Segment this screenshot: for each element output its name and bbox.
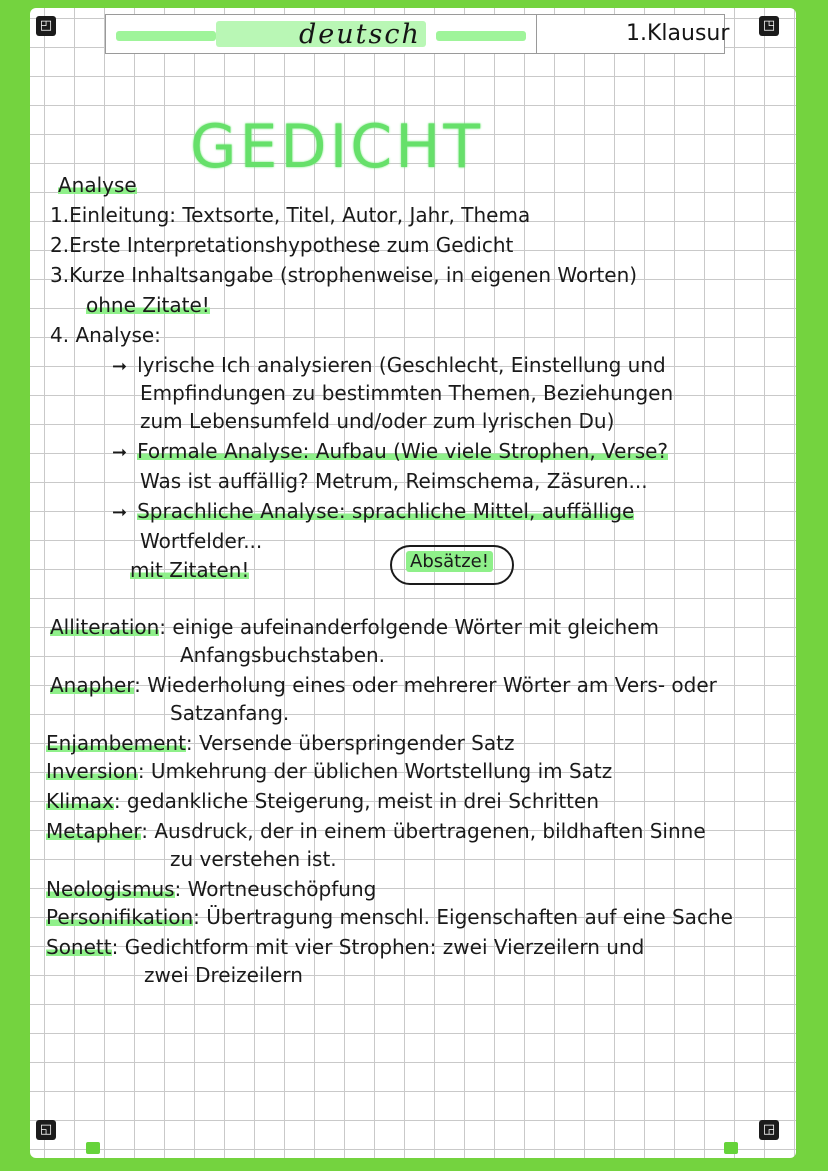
term-inversion: Inversion: Umkehrung der üblichen Wortstellung im Satz (46, 759, 613, 783)
corner-marker-bottom-left-icon: ◱ (36, 1120, 56, 1140)
term-neologismus: Neologismus: Wortneuschöpfung (46, 877, 377, 901)
green-tab-right (724, 1142, 738, 1154)
analysis-sub-2: ➞ Formale Analyse: Aufbau (Wie viele Strophen, Verse? (112, 439, 669, 463)
arrow-right-icon: ➞ (112, 356, 128, 377)
term-klimax: Klimax: gedankliche Steigerung, meist in drei Schritten (46, 789, 600, 813)
speech-bubble (390, 545, 514, 585)
analysis-sub-3-note: mit Zitaten! (130, 558, 250, 582)
bubble-text: Absätze! (406, 551, 493, 572)
analysis-step-3: 3.Kurze Inhaltsangabe (strophenweise, in eigenen Worten) (50, 263, 638, 287)
term-alliteration: Alliteration: einige aufeinanderfolgende Wörter mit gleichem (50, 615, 659, 639)
term-sonett-cont: zwei Dreizeilern (144, 963, 303, 987)
analysis-step-4: 4. Analyse: (50, 323, 161, 347)
term-metapher-cont: zu verstehen ist. (170, 847, 337, 871)
subject-label: deutsch (299, 19, 421, 50)
term-alliteration-cont: Anfangsbuchstaben. (180, 643, 386, 667)
term-sonett: Sonett: Gedichtform mit vier Strophen: zwei Vierzeilern und (46, 935, 645, 959)
arrow-right-icon: ➞ (112, 442, 128, 463)
term-metapher: Metapher: Ausdruck, der in einem übertragenen, bildhaften Sinne (46, 819, 706, 843)
analysis-sub-2-line-2: Was ist auffällig? Metrum, Reimschema, Zäsuren... (140, 469, 648, 493)
green-tab-left (86, 1142, 100, 1154)
analysis-sub-3: ➞ Sprachliche Analyse: sprachliche Mittel, auffällige (112, 499, 635, 523)
corner-marker-top-left-icon: ◰ (36, 16, 56, 36)
analysis-step-3-note: ohne Zitate! (86, 293, 210, 317)
corner-marker-top-right-icon: ◳ (759, 16, 779, 36)
analysis-sub-3-line-2: Wortfelder... (140, 529, 263, 553)
analysis-sub-1-line-2: Empfindungen zu bestimmten Themen, Beziehungen (140, 381, 674, 405)
term-enjambement: Enjambement: Versende überspringender Satz (46, 731, 515, 755)
page-title: GEDICHT (190, 112, 483, 182)
term-anapher-cont: Satzanfang. (170, 701, 290, 725)
analysis-sub-1-line-3: zum Lebensumfeld und/oder zum lyrischen Du) (140, 409, 615, 433)
term-anapher: Anapher: Wiederholung eines oder mehrerer Wörter am Vers- oder (50, 673, 717, 697)
analysis-step-1: 1.Einleitung: Textsorte, Titel, Autor, Jahr, Thema (50, 203, 531, 227)
analysis-heading: Analyse (58, 173, 137, 197)
analysis-sub-1: ➞ lyrische Ich analysieren (Geschlecht, Einstellung und (112, 353, 666, 377)
header-box (105, 14, 730, 54)
analysis-step-2: 2.Erste Interpretationshypothese zum Gedicht (50, 233, 514, 257)
arrow-right-icon: ➞ (112, 502, 128, 523)
exam-label: 1.Klausur (626, 21, 730, 46)
term-personifikation: Personifikation: Übertragung menschl. Eigenschaften auf eine Sache (46, 905, 733, 929)
notebook-page (30, 8, 796, 1158)
corner-marker-bottom-right-icon: ◲ (759, 1120, 779, 1140)
